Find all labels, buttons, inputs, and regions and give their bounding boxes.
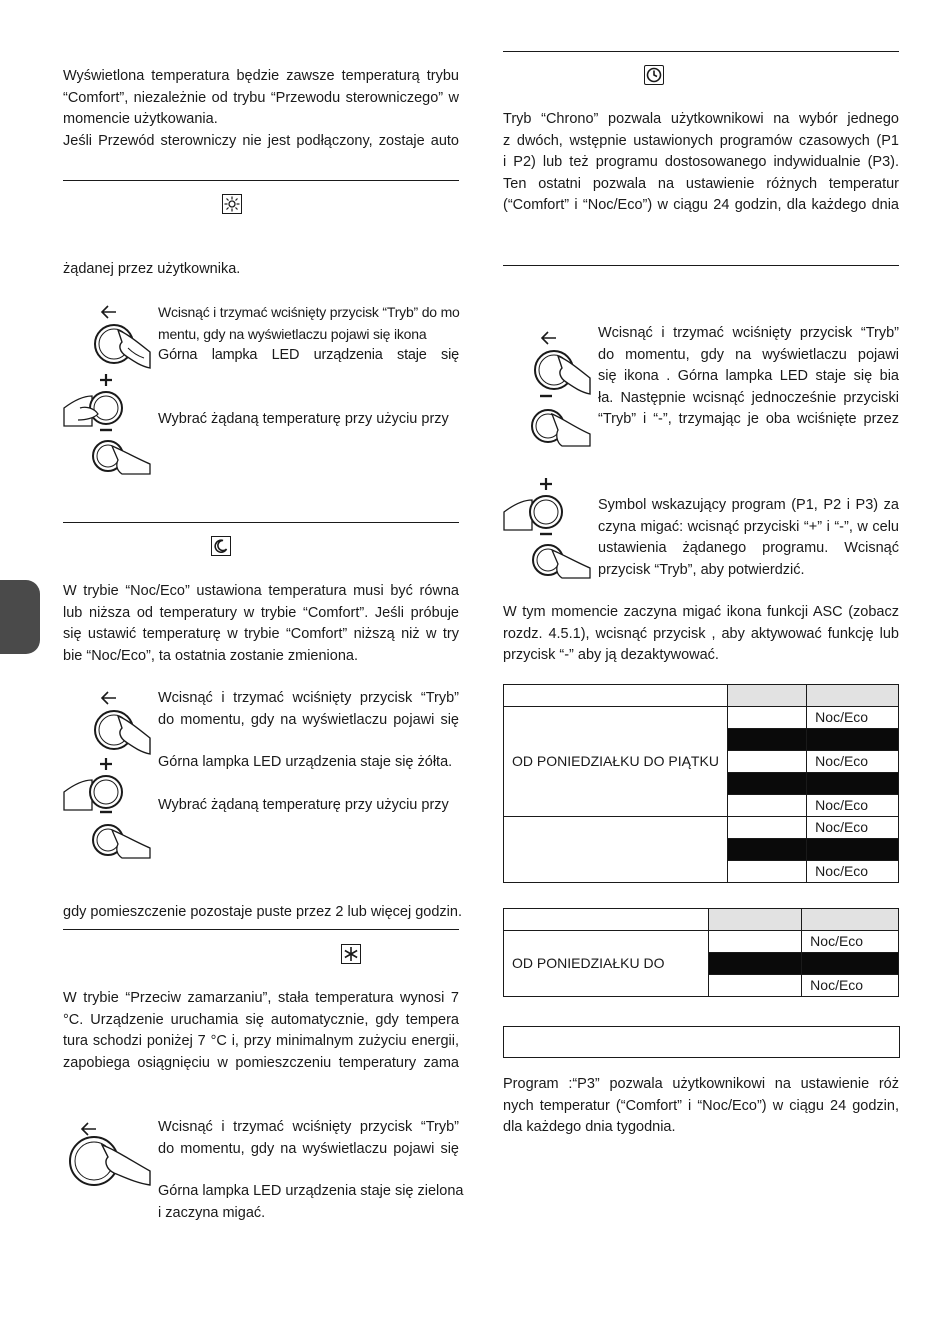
chrono-paragraph: Tryb “Chrono” pozwala użytkownikowi na wybór jednego z dwóch, wstępnie ustawionych programów czasowych (P1 i P2) lub też programu dostosowanego indywidualnie (P3). Ten ostatni pozwala na ustawienie różnych temperatur (“Comfort” i “Noc/Eco”) w ciągu 24 godzin, dla każdego dnia <box>503 111 899 213</box>
asc-paragraph: W tym momencie zaczyna migać ikona funkcji ASC (zobacz rozdz. 4.5.1), wcisnąć przycisk , aby aktywować funkcję lub przycisk “-” aby ją dezaktywować. <box>503 604 899 663</box>
table-cell: Noc/Eco <box>807 861 899 883</box>
eco-step2: Górna lampka LED urządzenia staje się żółta. <box>158 754 453 770</box>
mode-button-illustration <box>88 300 154 372</box>
comfort-step2: Wybrać żądaną temperaturę przy użyciu przy <box>158 411 449 427</box>
antifreeze-paragraph: W trybie “Przeciw zamarzaniu”, stała temperatura wynosi 7 °C. Urządzenie uruchamia się automatycznie, gdy tempera tura schodzi poniżej 7 °C i, przy minimalnym zużyciu energii, zapobiega osiągnięciu w pomieszczeniu temperatury zama <box>63 990 459 1071</box>
table-cell: Noc/Eco <box>807 707 899 729</box>
snowflake-icon <box>341 944 361 964</box>
section-divider <box>503 265 899 266</box>
minus-button-illustration <box>88 806 154 860</box>
eco-tail-text: gdy pomieszczenie pozostaje puste przez 2 lub więcej godzin. <box>63 904 462 920</box>
mode-button-illustration <box>528 326 594 398</box>
table-row <box>504 707 899 729</box>
p3-paragraph: Program :“P3” pozwala użytkownikowi na ustawienie róż nych temperatur (“Comfort” i “Noc/Eco”) w ciągu 24 godzin, dla każdego dnia tygodnia. <box>503 1076 899 1135</box>
schedule-table-2 <box>503 908 899 997</box>
comfort-tail-text: żądanej przez użytkownika. <box>63 261 241 277</box>
table-row <box>504 909 899 931</box>
chapter-tab <box>0 580 40 654</box>
minus-button-illustration <box>528 390 594 450</box>
antifreeze-step2: Górna lampka LED urządzenia staje się zielona i zaczyna migać. <box>158 1183 464 1221</box>
plus-button-illustration <box>62 368 130 430</box>
eco-step1: Wcisnąć i trzymać wciśnięty przycisk “Tryb” do momentu, gdy na wyświetlaczu pojawi się <box>158 690 459 728</box>
day-cell: OD PONIEDZIAŁKU DO <box>504 931 709 997</box>
schedule-table-1 <box>503 684 899 883</box>
table-cell: Noc/Eco <box>807 817 899 839</box>
table-cell: Noc/Eco <box>807 795 899 817</box>
section-divider <box>63 522 459 523</box>
table-row <box>504 931 899 953</box>
table-cell: Noc/Eco <box>807 751 899 773</box>
day-cell: OD PONIEDZIAŁKU DO PIĄTKU <box>504 707 728 817</box>
intro-paragraph: Wyświetlona temperatura będzie zawsze temperaturą trybu “Comfort”, niezależnie od trybu “Przewodu sterowniczego” w momencie użytkowania. Jeśli Przewód sterowniczy nie jest podłączony, zostaje auto <box>63 68 459 149</box>
section-divider <box>503 51 899 52</box>
sun-icon <box>222 194 242 214</box>
minus-button-illustration <box>88 424 154 476</box>
chrono-step2: Symbol wskazujący program (P1, P2 i P3) za czyna migać: wcisnąć przyciski “+” i “-”, w celu ustawienia żądanego programu. Wcisnąć przycisk “Tryb”, aby potwierdzić. <box>598 497 899 578</box>
antifreeze-step1: Wcisnąć i trzymać wciśnięty przycisk “Tryb” do momentu, gdy na wyświetlaczu pojawi się <box>158 1119 459 1157</box>
comfort-step1: Wcisnąć i trzymać wciśnięty przycisk “Tryb” do mo mentu, gdy na wyświetlaczu pojawi się ikona Górna lampka LED urządzenia staje się <box>158 304 460 363</box>
clock-icon <box>644 65 664 85</box>
empty-box <box>503 1026 900 1058</box>
moon-icon <box>211 536 231 556</box>
minus-button-illustration <box>528 528 594 580</box>
plus-button-illustration <box>62 752 130 814</box>
mode-button-illustration <box>66 1117 152 1189</box>
table-row <box>504 817 899 839</box>
mode-button-illustration <box>88 686 154 758</box>
chrono-step1: Wcisnąć i trzymać wciśnięty przycisk “Tryb” do momentu, gdy na wyświetlaczu pojawi się ikona . Górna lampka LED staje się bia ła. Następnie wcisnąć jednocześnie przyciski “Tryb” i “-”, trzymając je oba wciśnięte przez <box>598 325 899 427</box>
table-cell: Noc/Eco <box>802 975 899 997</box>
section-divider <box>63 929 459 930</box>
eco-step3: Wybrać żądaną temperaturę przy użyciu przy <box>158 797 449 813</box>
eco-paragraph: W trybie “Noc/Eco” ustawiona temperatura musi być równa lub niższa od temperatury w trybie “Comfort”. Jeśli próbuje się ustawić temperaturę w trybie “Comfort” niższą niż w try bie “Noc/Eco”, ta ostatnia zostanie zmieniona. <box>63 583 459 664</box>
table-row <box>504 685 899 707</box>
plus-button-illustration <box>502 472 570 534</box>
section-divider <box>63 180 459 181</box>
table-cell: Noc/Eco <box>802 931 899 953</box>
